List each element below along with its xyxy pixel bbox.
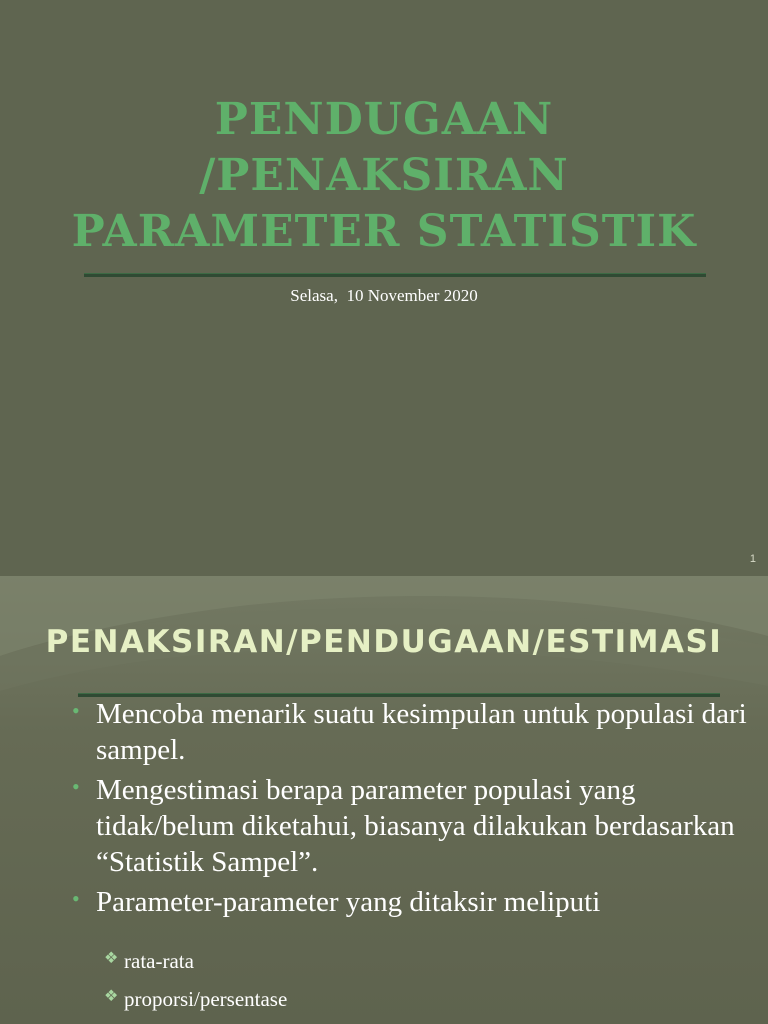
list-item — [104, 980, 287, 1018]
diamond-bullet-icon: ❖ — [104, 988, 119, 1005]
slide-2 — [0, 576, 768, 1024]
bullet-dot-icon: • — [72, 774, 80, 799]
list-item-text: Parameter-parameter yang ditaksir meliputi — [96, 886, 601, 918]
list-item-text: Mengestimasi berapa parameter populasi yang tidak/belum diketahui, biasanya dilakukan berdasarkan “Statistik Sampel”. — [96, 774, 735, 878]
bullet-dot-icon: • — [72, 886, 80, 911]
list-item — [72, 772, 752, 880]
slide-2-title: PENAKSIRAN/PENDUGAAN/ESTIMASI — [45, 624, 723, 660]
bullet-list — [72, 696, 752, 924]
slide-1-title: PENDUGAAN /PENAKSIRAN PARAMETER STATISTIK — [71, 94, 697, 257]
list-item-text: Mencoba menarik suatu kesimpulan untuk populasi dari sampel. — [96, 698, 747, 766]
sub-bullet-list — [104, 942, 287, 1018]
page-number: 1 — [749, 553, 756, 565]
list-item-text: proporsi/persentase — [124, 987, 288, 1011]
list-item — [104, 942, 287, 980]
list-item — [72, 696, 752, 768]
bullet-dot-icon: • — [72, 698, 80, 723]
list-item-text: rata-rata — [124, 949, 194, 973]
title-divider — [84, 273, 706, 277]
list-item — [72, 884, 752, 920]
diamond-bullet-icon: ❖ — [104, 950, 119, 967]
slide-1-date: Selasa, 10 November 2020 — [290, 286, 478, 305]
